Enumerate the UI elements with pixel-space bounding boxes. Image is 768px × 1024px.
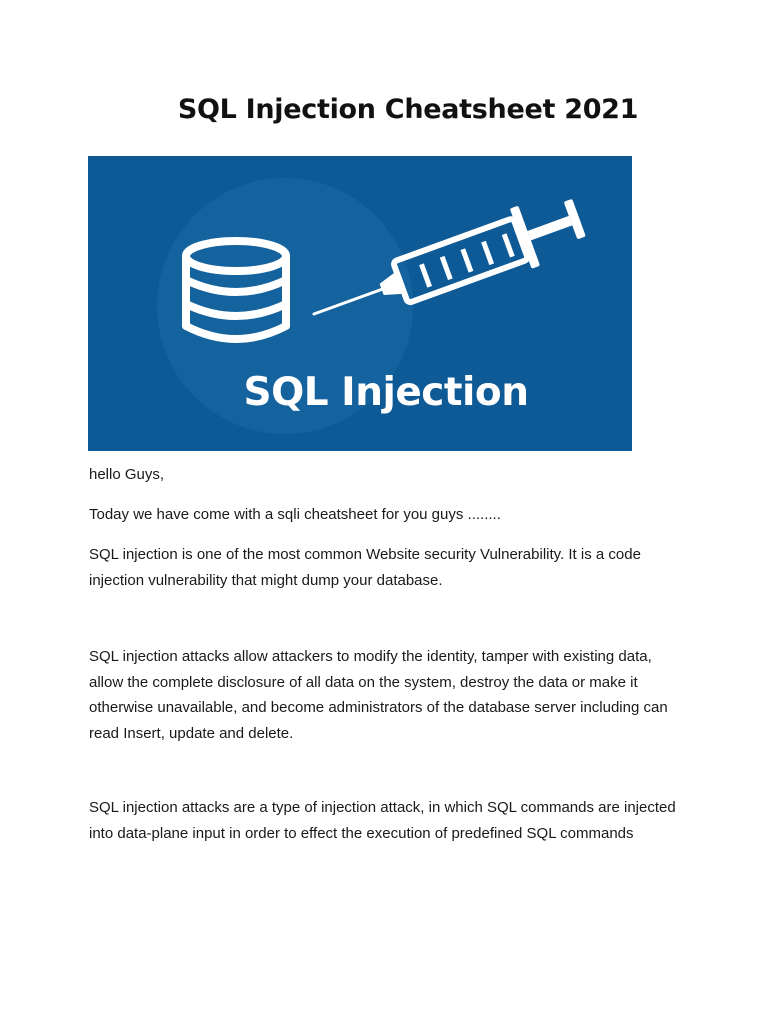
injection-type-paragraph: SQL injection attacks are a type of injection attack, in which SQL commands are injected into data-plane input in order to effect the execution of predefined SQL commands bbox=[89, 799, 676, 842]
greeting-paragraph: hello Guys, bbox=[89, 466, 165, 483]
banner-caption: SQL Injection bbox=[243, 370, 529, 415]
banner-image bbox=[88, 156, 632, 451]
attacks-paragraph: SQL injection attacks allow attackers to modify the identity, tamper with existing data, allow the complete disclosure of all data on the system, destroy the data or make it otherwise unavailable, and become administrators of the database server including can read Insert, update and delete. bbox=[89, 648, 668, 742]
intro-paragraph: Today we have come with a sqli cheatsheet for you guys ........ bbox=[89, 506, 501, 523]
page-title: SQL Injection Cheatsheet 2021 bbox=[177, 94, 639, 125]
definition-paragraph: SQL injection is one of the most common Website security Vulnerability. It is a code injection vulnerability that might dump your database. bbox=[89, 546, 641, 589]
